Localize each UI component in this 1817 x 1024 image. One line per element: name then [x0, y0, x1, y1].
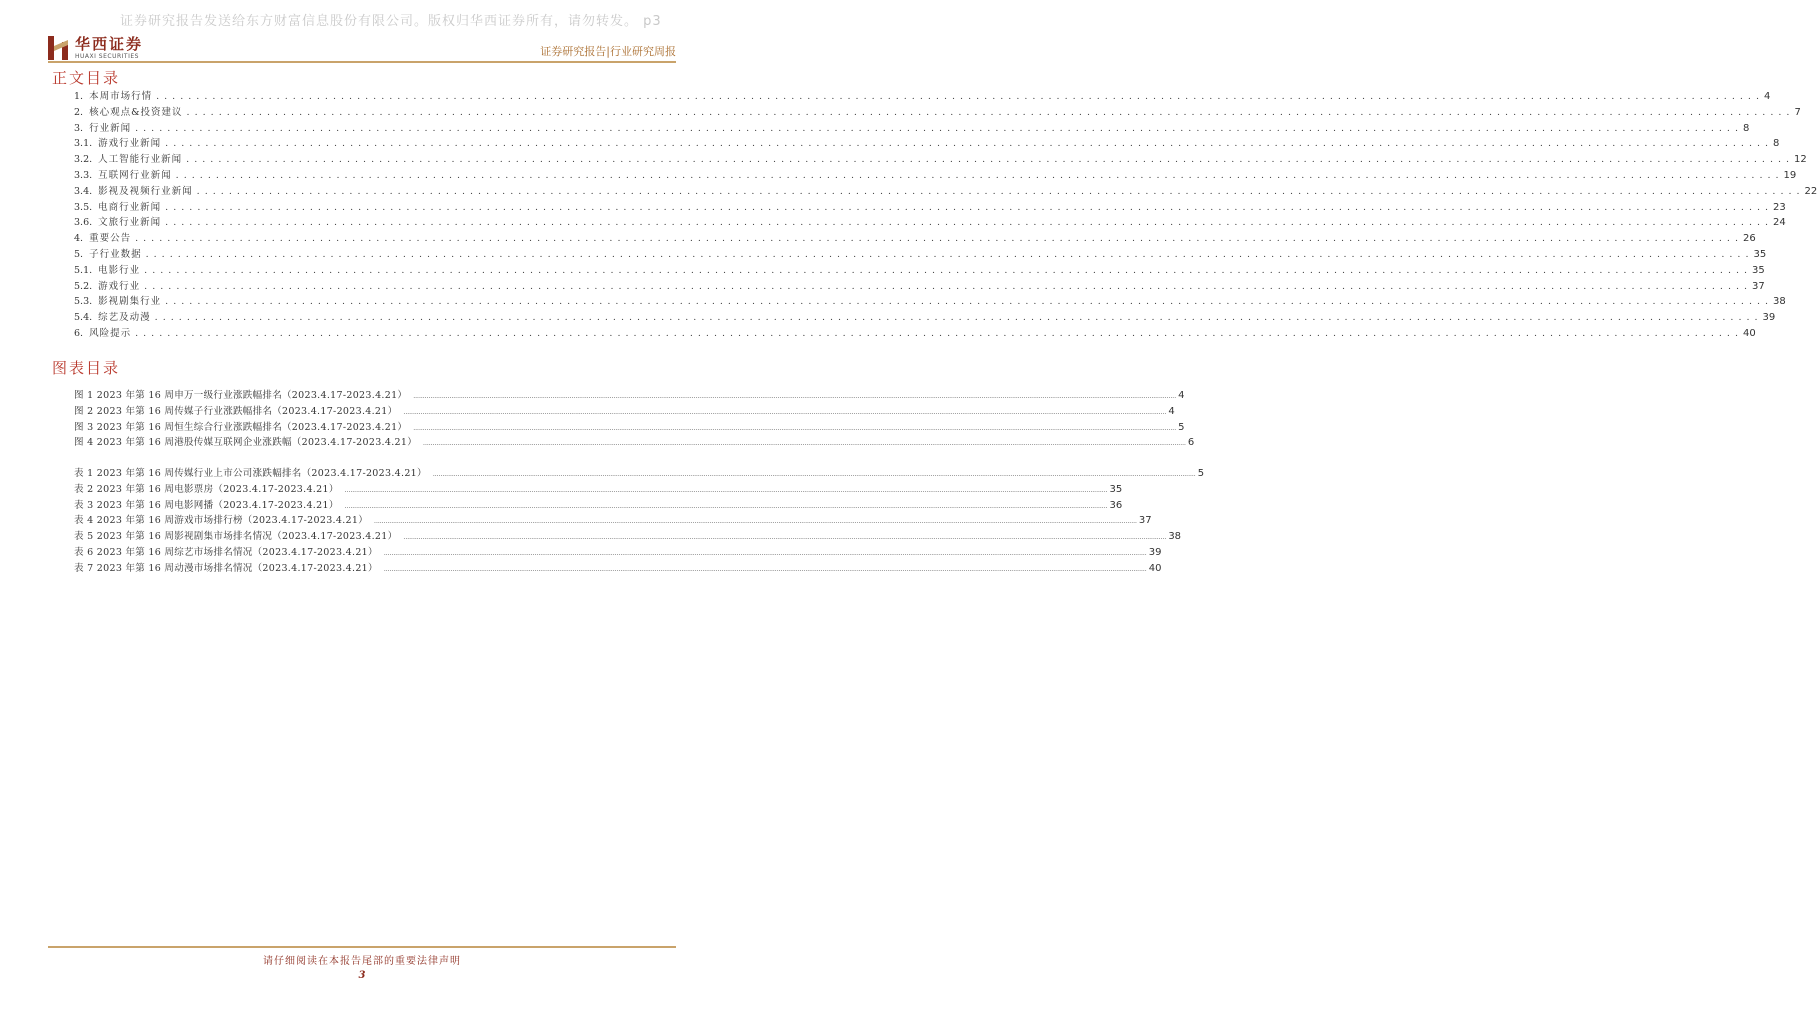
- toc-entry-label: 影视及视频行业新闻: [98, 185, 193, 197]
- chart-entry[interactable]: [74, 403, 1175, 419]
- figure-entry-page: 36: [1109, 499, 1123, 511]
- toc-entry[interactable]: [74, 135, 1780, 151]
- table-list: [74, 465, 1205, 576]
- toc-entry-label: 电商行业新闻: [98, 201, 162, 213]
- toc-leader-dots: . . . . . . . . . . . . . . . . . . . . . . . . . . . . . . . . . . . . . . . . . . . . . . . . . . . . . . . . . . . . . . . . . . . . . . . . . . . . . . . . . . . . . . . . . . . . . . . . . . . . . . . . . . . . . . . . . . . . . . . . . . . . . . . . . . . . . . . . . . . . . . . . . . . . . . . . . . . . . . . . . . . . . . . . . . . . . . . . . . . . . . . . . . . . . . . . . . . . . . . .: [196, 185, 1801, 197]
- figure-entry-page: 40: [1148, 562, 1162, 574]
- figure-leader-dots: ................................................................................................................................................................................................................................................................................................................................................................................................................: [383, 549, 1147, 557]
- toc-entry-page: 8: [1742, 122, 1750, 134]
- figure-entry-label: 表 5 2023 年第 16 周影视剧集市场排名情况（2023.4.17-2023.4.21）: [74, 531, 398, 543]
- figure-entry-label: 表 6 2023 年第 16 周综艺市场排名情况（2023.4.17-2023.4.21）: [74, 546, 378, 558]
- toc-entry-number: 5.2.: [74, 280, 93, 292]
- huaxi-logo-icon: [48, 36, 70, 60]
- toc-entry-label: 人工智能行业新闻: [98, 154, 183, 166]
- toc-leader-dots: . . . . . . . . . . . . . . . . . . . . . . . . . . . . . . . . . . . . . . . . . . . . . . . . . . . . . . . . . . . . . . . . . . . . . . . . . . . . . . . . . . . . . . . . . . . . . . . . . . . . . . . . . . . . . . . . . . . . . . . . . . . . . . . . . . . . . . . . . . . . . . . . . . . . . . . . . . . . . . . . . . . . . . . . . . . . . . . . . . . . . . . . . . . . . . . . . . . . . . . .: [156, 91, 1760, 102]
- toc-leader-dots: . . . . . . . . . . . . . . . . . . . . . . . . . . . . . . . . . . . . . . . . . . . . . . . . . . . . . . . . . . . . . . . . . . . . . . . . . . . . . . . . . . . . . . . . . . . . . . . . . . . . . . . . . . . . . . . . . . . . . . . . . . . . . . . . . . . . . . . . . . . . . . . . . . . . . . . . . . . . . . . . . . . . . . . . . . . . . . . . . . . . . . . . . . . . . . . . . . . . . . . .: [135, 327, 1739, 339]
- toc-leader-dots: . . . . . . . . . . . . . . . . . . . . . . . . . . . . . . . . . . . . . . . . . . . . . . . . . . . . . . . . . . . . . . . . . . . . . . . . . . . . . . . . . . . . . . . . . . . . . . . . . . . . . . . . . . . . . . . . . . . . . . . . . . . . . . . . . . . . . . . . . . . . . . . . . . . . . . . . . . . . . . . . . . . . . . . . . . . . . . . . . . . . . . . . . . . . . . . . . . . . . . . .: [186, 154, 1791, 166]
- toc-entry-page: 22: [1804, 185, 1817, 197]
- table-entry[interactable]: [74, 465, 1205, 481]
- toc-leader-dots: . . . . . . . . . . . . . . . . . . . . . . . . . . . . . . . . . . . . . . . . . . . . . . . . . . . . . . . . . . . . . . . . . . . . . . . . . . . . . . . . . . . . . . . . . . . . . . . . . . . . . . . . . . . . . . . . . . . . . . . . . . . . . . . . . . . . . . . . . . . . . . . . . . . . . . . . . . . . . . . . . . . . . . . . . . . . . . . . . . . . . . . . . . . . . . . . . . . . . . . .: [186, 106, 1791, 118]
- toc-entry-number: 5.4.: [74, 312, 93, 324]
- header-divider: [48, 61, 676, 63]
- toc-entry-number: 3.1.: [74, 138, 93, 150]
- toc-entry-number: 3.2.: [74, 154, 93, 166]
- figure-entry-page: 39: [1148, 546, 1162, 558]
- figure-entry-label: 表 4 2023 年第 16 周游戏市场排行榜（2023.4.17-2023.4.21）: [74, 515, 369, 527]
- toc-leader-dots: . . . . . . . . . . . . . . . . . . . . . . . . . . . . . . . . . . . . . . . . . . . . . . . . . . . . . . . . . . . . . . . . . . . . . . . . . . . . . . . . . . . . . . . . . . . . . . . . . . . . . . . . . . . . . . . . . . . . . . . . . . . . . . . . . . . . . . . . . . . . . . . . . . . . . . . . . . . . . . . . . . . . . . . . . . . . . . . . . . . . . . . . . . . . . . . . . . . . . . . .: [154, 312, 1759, 324]
- toc-leader-dots: . . . . . . . . . . . . . . . . . . . . . . . . . . . . . . . . . . . . . . . . . . . . . . . . . . . . . . . . . . . . . . . . . . . . . . . . . . . . . . . . . . . . . . . . . . . . . . . . . . . . . . . . . . . . . . . . . . . . . . . . . . . . . . . . . . . . . . . . . . . . . . . . . . . . . . . . . . . . . . . . . . . . . . . . . . . . . . . . . . . . . . . . . . . . . . . . . . . . . . . .: [135, 122, 1739, 134]
- figure-leader-dots: ................................................................................................................................................................................................................................................................................................................................................................................................................: [413, 393, 1177, 400]
- table-entry[interactable]: [74, 497, 1123, 513]
- figure-leader-dots: ................................................................................................................................................................................................................................................................................................................................................................................................................: [413, 424, 1177, 432]
- figure-entry-label: 图 3 2023 年第 16 周恒生综合行业涨跌幅排名（2023.4.17-2023.4.21）: [74, 421, 408, 433]
- table-of-contents: [74, 88, 1817, 341]
- figure-entry-page: 4: [1178, 390, 1185, 401]
- toc-leader-dots: . . . . . . . . . . . . . . . . . . . . . . . . . . . . . . . . . . . . . . . . . . . . . . . . . . . . . . . . . . . . . . . . . . . . . . . . . . . . . . . . . . . . . . . . . . . . . . . . . . . . . . . . . . . . . . . . . . . . . . . . . . . . . . . . . . . . . . . . . . . . . . . . . . . . . . . . . . . . . . . . . . . . . . . . . . . . . . . . . . . . . . . . . . . . . . . . . . . . . . . .: [135, 233, 1739, 245]
- figure-entry-page: 6: [1187, 437, 1195, 449]
- logo-en-text: HUAXI SECURITIES: [75, 52, 139, 60]
- toc-entry[interactable]: [74, 278, 1765, 294]
- figure-entry-page: 37: [1138, 515, 1152, 527]
- figure-entry-page: 5: [1197, 468, 1205, 479]
- figure-leader-dots: ................................................................................................................................................................................................................................................................................................................................................................................................................: [344, 486, 1108, 494]
- toc-entry-number: 3.5.: [74, 201, 93, 213]
- toc-entry[interactable]: [74, 214, 1786, 230]
- toc-leader-dots: . . . . . . . . . . . . . . . . . . . . . . . . . . . . . . . . . . . . . . . . . . . . . . . . . . . . . . . . . . . . . . . . . . . . . . . . . . . . . . . . . . . . . . . . . . . . . . . . . . . . . . . . . . . . . . . . . . . . . . . . . . . . . . . . . . . . . . . . . . . . . . . . . . . . . . . . . . . . . . . . . . . . . . . . . . . . . . . . . . . . . . . . . . . . . . . . . . . . . . . .: [145, 248, 1750, 260]
- toc-entry-label: 互联网行业新闻: [98, 169, 172, 181]
- toc-entry[interactable]: [74, 183, 1817, 199]
- toc-entry-number: 3.: [74, 122, 84, 134]
- toc-leader-dots: . . . . . . . . . . . . . . . . . . . . . . . . . . . . . . . . . . . . . . . . . . . . . . . . . . . . . . . . . . . . . . . . . . . . . . . . . . . . . . . . . . . . . . . . . . . . . . . . . . . . . . . . . . . . . . . . . . . . . . . . . . . . . . . . . . . . . . . . . . . . . . . . . . . . . . . . . . . . . . . . . . . . . . . . . . . . . . . . . . . . . . . . . . . . . . . . . . . . . . . .: [165, 296, 1770, 308]
- figure-entry-page: 35: [1109, 483, 1123, 495]
- toc-entry-label: 文旅行业新闻: [98, 217, 162, 229]
- toc-entry-label: 行业新闻: [89, 122, 132, 134]
- figure-leader-dots: ................................................................................................................................................................................................................................................................................................................................................................................................................: [403, 534, 1167, 542]
- watermark: 证券研究报告发送给东方财富信息股份有限公司。版权归华西证券所有，请勿转发。 p3: [120, 14, 662, 29]
- footer-divider: [48, 946, 676, 948]
- toc-leader-dots: . . . . . . . . . . . . . . . . . . . . . . . . . . . . . . . . . . . . . . . . . . . . . . . . . . . . . . . . . . . . . . . . . . . . . . . . . . . . . . . . . . . . . . . . . . . . . . . . . . . . . . . . . . . . . . . . . . . . . . . . . . . . . . . . . . . . . . . . . . . . . . . . . . . . . . . . . . . . . . . . . . . . . . . . . . . . . . . . . . . . . . . . . . . . . . . . . . . . . . . .: [165, 201, 1770, 213]
- figure-entry-page: 5: [1178, 421, 1185, 433]
- figure-entry-label: 表 1 2023 年第 16 周传媒行业上市公司涨跌幅排名（2023.4.17-2023.4.21）: [74, 468, 427, 479]
- toc-entry-page: 12: [1794, 154, 1807, 166]
- toc-entry-label: 本周市场行情: [89, 91, 153, 102]
- toc-entry-label: 电影行业: [98, 264, 141, 276]
- toc-entry-label: 游戏行业新闻: [98, 138, 162, 150]
- figure-entry-label: 图 2 2023 年第 16 周传媒子行业涨跌幅排名（2023.4.17-2023.4.21）: [74, 405, 398, 417]
- toc-entry-label: 综艺及动漫: [98, 312, 151, 324]
- toc-leader-dots: . . . . . . . . . . . . . . . . . . . . . . . . . . . . . . . . . . . . . . . . . . . . . . . . . . . . . . . . . . . . . . . . . . . . . . . . . . . . . . . . . . . . . . . . . . . . . . . . . . . . . . . . . . . . . . . . . . . . . . . . . . . . . . . . . . . . . . . . . . . . . . . . . . . . . . . . . . . . . . . . . . . . . . . . . . . . . . . . . . . . . . . . . . . . . . . . . . . . . . . .: [144, 280, 1749, 292]
- toc-entry-page: 39: [1762, 312, 1776, 324]
- toc-leader-dots: . . . . . . . . . . . . . . . . . . . . . . . . . . . . . . . . . . . . . . . . . . . . . . . . . . . . . . . . . . . . . . . . . . . . . . . . . . . . . . . . . . . . . . . . . . . . . . . . . . . . . . . . . . . . . . . . . . . . . . . . . . . . . . . . . . . . . . . . . . . . . . . . . . . . . . . . . . . . . . . . . . . . . . . . . . . . . . . . . . . . . . . . . . . . . . . . . . . . . . . .: [165, 217, 1770, 229]
- toc-entry-page: 35: [1753, 248, 1767, 260]
- toc-entry-page: 26: [1742, 233, 1756, 245]
- chart-list: [74, 387, 1195, 450]
- figure-leader-dots: ................................................................................................................................................................................................................................................................................................................................................................................................................: [344, 502, 1108, 510]
- table-entry[interactable]: [74, 512, 1152, 528]
- toc-entry-number: 5.3.: [74, 296, 93, 308]
- toc-entry[interactable]: [74, 88, 1771, 104]
- toc-entry[interactable]: [74, 230, 1756, 246]
- figure-entry-label: 表 2 2023 年第 16 周电影票房（2023.4.17-2023.4.21）: [74, 483, 339, 495]
- toc-entry-page: 37: [1752, 280, 1765, 292]
- toc-entry[interactable]: [74, 199, 1786, 215]
- toc-entry-label: 重要公告: [89, 233, 132, 245]
- chart-entry[interactable]: [74, 387, 1185, 403]
- figure-entry-label: 图 1 2023 年第 16 周申万一级行业涨跌幅排名（2023.4.17-2023.4.21）: [74, 390, 408, 401]
- toc-entry-page: 8: [1773, 138, 1780, 150]
- toc-entry-number: 6.: [74, 327, 84, 339]
- toc-entry-label: 风险提示: [89, 327, 132, 339]
- toc-leader-dots: . . . . . . . . . . . . . . . . . . . . . . . . . . . . . . . . . . . . . . . . . . . . . . . . . . . . . . . . . . . . . . . . . . . . . . . . . . . . . . . . . . . . . . . . . . . . . . . . . . . . . . . . . . . . . . . . . . . . . . . . . . . . . . . . . . . . . . . . . . . . . . . . . . . . . . . . . . . . . . . . . . . . . . . . . . . . . . . . . . . . . . . . . . . . . . . . . . . . . . . .: [175, 169, 1780, 181]
- toc-entry[interactable]: [74, 151, 1807, 167]
- toc-entry-number: 2.: [74, 106, 84, 118]
- chart-entry[interactable]: [74, 434, 1195, 450]
- figure-list-title: 图表目录: [52, 359, 121, 377]
- figure-entry-label: 图 4 2023 年第 16 周港股传媒互联网企业涨跌幅（2023.4.17-2023.4.21）: [74, 437, 418, 449]
- figure-entry-page: 38: [1168, 531, 1182, 543]
- toc-entry-label: 核心观点&投资建议: [89, 106, 183, 118]
- figure-entry-label: 表 3 2023 年第 16 周电影网播（2023.4.17-2023.4.21）: [74, 499, 339, 511]
- toc-entry-number: 5.1.: [74, 264, 93, 276]
- toc-entry-label: 影视剧集行业: [98, 296, 162, 308]
- toc-entry[interactable]: [74, 262, 1765, 278]
- toc-entry-label: 游戏行业: [98, 280, 141, 292]
- toc-entry[interactable]: [74, 120, 1750, 136]
- logo: [48, 36, 143, 60]
- figure-entry-label: 表 7 2023 年第 16 周动漫市场排名情况（2023.4.17-2023.4.21）: [74, 562, 378, 574]
- figure-entry-page: 4: [1168, 405, 1175, 417]
- toc-entry-number: 5.: [74, 248, 84, 260]
- toc-entry[interactable]: [74, 246, 1767, 262]
- toc-entry-page: 23: [1773, 201, 1786, 213]
- table-entry[interactable]: [74, 544, 1162, 560]
- toc-entry[interactable]: [74, 104, 1801, 120]
- toc-entry-number: 4.: [74, 233, 84, 245]
- figure-leader-dots: ................................................................................................................................................................................................................................................................................................................................................................................................................: [374, 518, 1137, 526]
- toc-entry-page: 40: [1742, 327, 1756, 339]
- toc-entry-page: 7: [1794, 106, 1801, 118]
- table-entry[interactable]: [74, 528, 1182, 544]
- figure-leader-dots: ................................................................................................................................................................................................................................................................................................................................................................................................................: [403, 408, 1167, 416]
- toc-entry[interactable]: [74, 167, 1797, 183]
- figure-leader-dots: ................................................................................................................................................................................................................................................................................................................................................................................................................: [423, 440, 1186, 448]
- table-entry[interactable]: [74, 560, 1162, 576]
- chart-entry[interactable]: [74, 419, 1185, 435]
- page-number: 3: [358, 970, 366, 981]
- toc-entry[interactable]: [74, 309, 1776, 325]
- report-type: 证券研究报告|行业研究周报: [540, 45, 676, 58]
- toc-title: 正文目录: [52, 69, 121, 87]
- toc-entry-label: 子行业数据: [89, 248, 142, 260]
- toc-entry-page: 24: [1773, 217, 1786, 229]
- toc-entry-number: 3.4.: [74, 185, 93, 197]
- toc-entry-page: 38: [1773, 296, 1786, 308]
- logo-cn-text: 华西证券: [75, 34, 144, 53]
- toc-entry[interactable]: [74, 293, 1786, 309]
- toc-leader-dots: . . . . . . . . . . . . . . . . . . . . . . . . . . . . . . . . . . . . . . . . . . . . . . . . . . . . . . . . . . . . . . . . . . . . . . . . . . . . . . . . . . . . . . . . . . . . . . . . . . . . . . . . . . . . . . . . . . . . . . . . . . . . . . . . . . . . . . . . . . . . . . . . . . . . . . . . . . . . . . . . . . . . . . . . . . . . . . . . . . . . . . . . . . . . . . . . . . . . . . . .: [144, 264, 1749, 276]
- toc-entry-page: 4: [1763, 91, 1771, 102]
- toc-entry-number: 3.3.: [74, 169, 93, 181]
- toc-entry-number: 3.6.: [74, 217, 93, 229]
- footer-disclaimer: 请仔细阅读在本报告尾部的重要法律声明: [263, 956, 461, 967]
- toc-entry-number: 1.: [74, 91, 84, 102]
- toc-entry-page: 35: [1752, 264, 1765, 276]
- figure-leader-dots: ................................................................................................................................................................................................................................................................................................................................................................................................................: [432, 471, 1196, 478]
- toc-entry[interactable]: [74, 325, 1756, 341]
- toc-leader-dots: . . . . . . . . . . . . . . . . . . . . . . . . . . . . . . . . . . . . . . . . . . . . . . . . . . . . . . . . . . . . . . . . . . . . . . . . . . . . . . . . . . . . . . . . . . . . . . . . . . . . . . . . . . . . . . . . . . . . . . . . . . . . . . . . . . . . . . . . . . . . . . . . . . . . . . . . . . . . . . . . . . . . . . . . . . . . . . . . . . . . . . . . . . . . . . . . . . . . . . . .: [165, 138, 1770, 150]
- figure-leader-dots: ................................................................................................................................................................................................................................................................................................................................................................................................................: [383, 565, 1147, 573]
- toc-entry-page: 19: [1783, 169, 1797, 181]
- table-entry[interactable]: [74, 481, 1123, 497]
